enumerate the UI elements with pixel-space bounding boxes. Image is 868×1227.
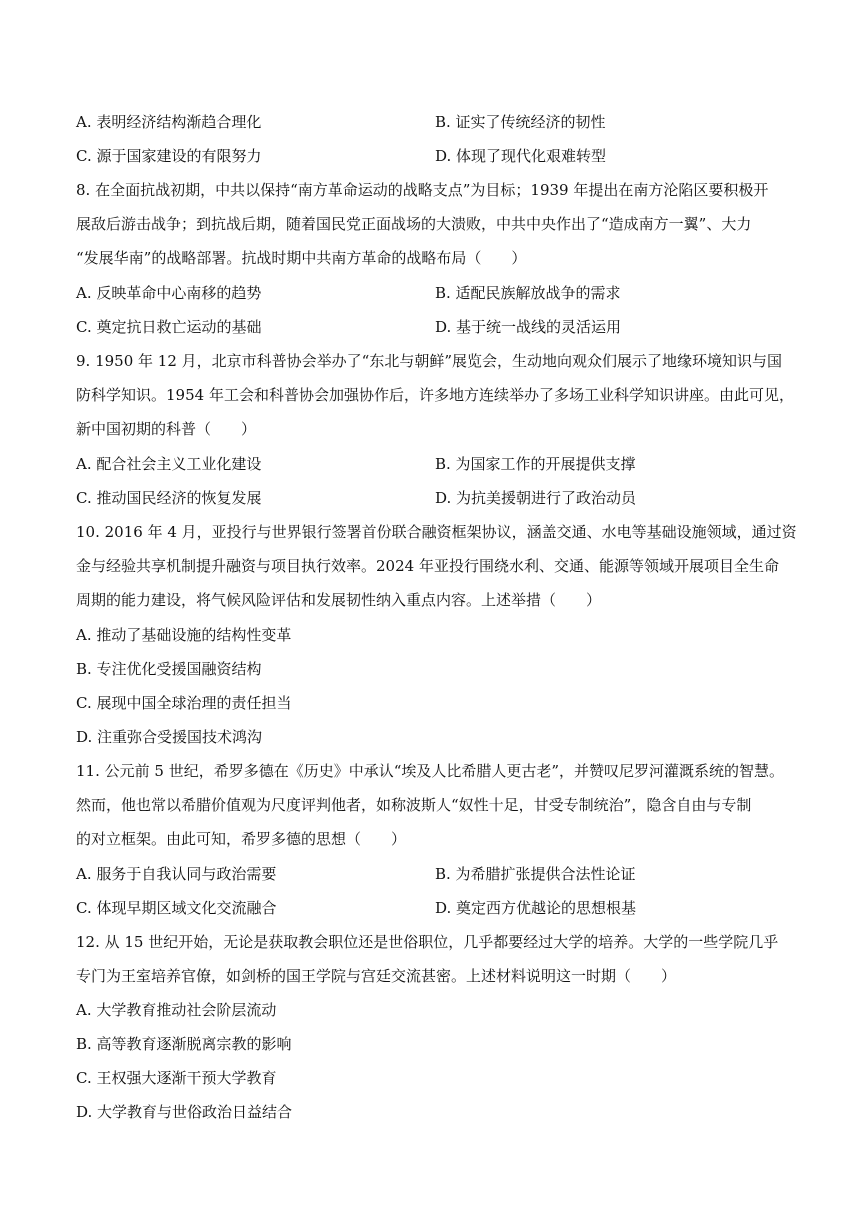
q10-option-d: D. 注重弥合受援国技术鸿沟 — [76, 728, 263, 746]
q12-option-b: B. 高等教育逐渐脱离宗教的影响 — [76, 1035, 292, 1053]
q8-option-a: A. 反映革命中心南移的趋势 — [76, 284, 262, 302]
q8-option-b: B. 适配民族解放战争的需求 — [435, 284, 621, 302]
q10-option-b: B. 专注优化受援国融资结构 — [76, 660, 262, 678]
q9-stem-line-1: 9. 1950 年 12 月，北京市科普协会举办了“东北与朝鲜”展览会，生动地向观众们展示了地缘环境知识与国 — [76, 352, 782, 370]
q8-stem-line-2: 展敌后游击战争；到抗战后期，随着国民党正面战场的大溃败，中共中央作出了“造成南方一翼”、大力 — [76, 215, 752, 233]
q7-option-d: D. 体现了现代化艰难转型 — [435, 147, 607, 165]
q10-option-a: A. 推动了基础设施的结构性变革 — [76, 626, 292, 644]
q12-stem-line-1: 12. 从 15 世纪开始，无论是获取教会职位还是世俗职位，几乎都要经过大学的培养。大学的一些学院几乎 — [76, 933, 779, 951]
q9-option-d: D. 为抗美援朝进行了政治动员 — [435, 489, 637, 507]
q12-option-d: D. 大学教育与世俗政治日益结合 — [76, 1103, 293, 1121]
q10-stem-line-2: 金与经验共享机制提升融资与项目执行效率。2024 年亚投行围绕水利、交通、能源等领域开展项目全生命 — [76, 557, 779, 575]
q11-stem-line-1: 11. 公元前 5 世纪，希罗多德在《历史》中承认“埃及人比希腊人更古老”，并赞叹尼罗河灌溉系统的智慧。 — [76, 762, 785, 780]
q7-option-a: A. 表明经济结构渐趋合理化 — [76, 113, 262, 131]
q9-stem-line-3: 新中国初期的科普（ ） — [76, 420, 257, 438]
q9-option-b: B. 为国家工作的开展提供支撑 — [435, 455, 636, 473]
q9-stem-line-2: 防科学知识。1954 年工会和科普协会加强协作后，许多地方连续举办了多场工业科学知识讲座。由此可见， — [76, 386, 794, 404]
q12-option-a: A. 大学教育推动社会阶层流动 — [76, 1001, 277, 1019]
q11-option-d: D. 奠定西方优越论的思想根基 — [435, 899, 637, 917]
q9-option-a: A. 配合社会主义工业化建设 — [76, 455, 262, 473]
q10-stem-line-1: 10. 2016 年 4 月，亚投行与世界银行签署首份联合融资框架协议，涵盖交通、水电等基础设施领域，通过资 — [76, 523, 797, 541]
q9-option-c: C. 推动国民经济的恢复发展 — [76, 489, 262, 507]
q8-stem-line-1: 8. 在全面抗战初期，中共以保持“南方革命运动的战略支点”为目标；1939 年提出在南方沦陷区要积极开 — [76, 181, 769, 199]
q8-option-c: C. 奠定抗日救亡运动的基础 — [76, 318, 262, 336]
q10-stem-line-3: 周期的能力建设，将气候风险评估和发展韧性纳入重点内容。上述举措（ ） — [76, 591, 602, 609]
q12-stem-line-2: 专门为王室培养官僚，如剑桥的国王学院与宫廷交流甚密。上述材料说明这一时期（ ） — [76, 967, 677, 985]
q11-option-b: B. 为希腊扩张提供合法性论证 — [435, 865, 636, 883]
q8-option-d: D. 基于统一战线的灵活运用 — [435, 318, 622, 336]
q10-option-c: C. 展现中国全球治理的责任担当 — [76, 694, 292, 712]
q8-stem-line-3: “发展华南”的战略部署。抗战时期中共南方革命的战略布局（ ） — [76, 249, 527, 267]
q12-option-c: C. 王权强大逐渐干预大学教育 — [76, 1069, 277, 1087]
q7-option-c: C. 源于国家建设的有限努力 — [76, 147, 262, 165]
q11-option-a: A. 服务于自我认同与政治需要 — [76, 865, 277, 883]
q11-option-c: C. 体现早期区域文化交流融合 — [76, 899, 277, 917]
q7-option-b: B. 证实了传统经济的韧性 — [435, 113, 606, 131]
q11-stem-line-3: 的对立框架。由此可知，希罗多德的思想（ ） — [76, 830, 407, 848]
q11-stem-line-2: 然而，他也常以希腊价值观为尺度评判他者，如称波斯人“奴性十足，甘受专制统治”，隐含自由与专制 — [76, 796, 752, 814]
